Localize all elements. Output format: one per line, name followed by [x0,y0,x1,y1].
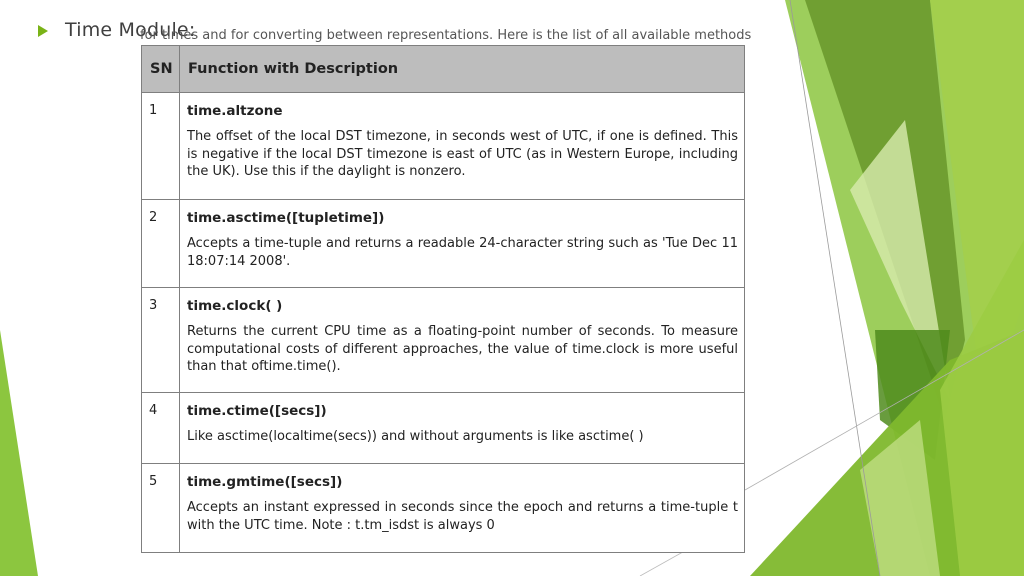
function-name: time.clock( ) [187,298,283,314]
facet-shape [0,330,38,576]
bullet-arrow-icon [38,25,48,37]
slide-title: Time Module: [65,19,196,41]
function-description: Accepts an instant expressed in seconds since the epoch and returns a time-tuple t with the UTC time. Note : t.tm_isdst is always 0 [187,500,738,533]
table-header-row [142,46,745,93]
row-content [180,93,745,200]
function-name: time.gmtime([secs]) [187,474,343,490]
function-name: time.altzone [187,103,283,119]
table-row [142,200,745,288]
row-content [180,464,745,553]
row-content [180,288,745,393]
row-number: 2 [142,200,180,288]
row-number: 5 [142,464,180,553]
function-description: The offset of the local DST timezone, in seconds west of UTC, if one is defined. This is negative if the local DST timezone is east of UTC (as in Western Europe, including the UK). Use this if the daylight is nonzero. [187,129,738,179]
row-content [180,393,745,464]
function-name: time.asctime([tupletime]) [187,210,385,226]
row-number: 3 [142,288,180,393]
function-name: time.ctime([secs]) [187,403,327,419]
row-number: 4 [142,393,180,464]
sn-header: SN [142,46,180,93]
cropped-intro-text-content: for times and for converting between representations. Here is the list of all available methods [140,28,752,43]
table-row [142,464,745,553]
table-row [142,393,745,464]
function-description: Like asctime(localtime(secs)) and without arguments is like asctime( ) [187,429,644,444]
description-header: Function with Description [180,46,745,93]
function-description: Returns the current CPU time as a floating-point number of seconds. To measure computational costs of different approaches, the value of time.clock is more useful than that oftime.time(). [187,324,738,374]
table-row [142,288,745,393]
row-number: 1 [142,93,180,200]
function-description: Accepts a time-tuple and returns a readable 24-character string such as 'Tue Dec 11 18:07:14 2008'. [187,236,738,269]
row-content [180,200,745,288]
table-row [142,93,745,200]
function-table [141,45,745,553]
cropped-intro-text [140,28,752,45]
